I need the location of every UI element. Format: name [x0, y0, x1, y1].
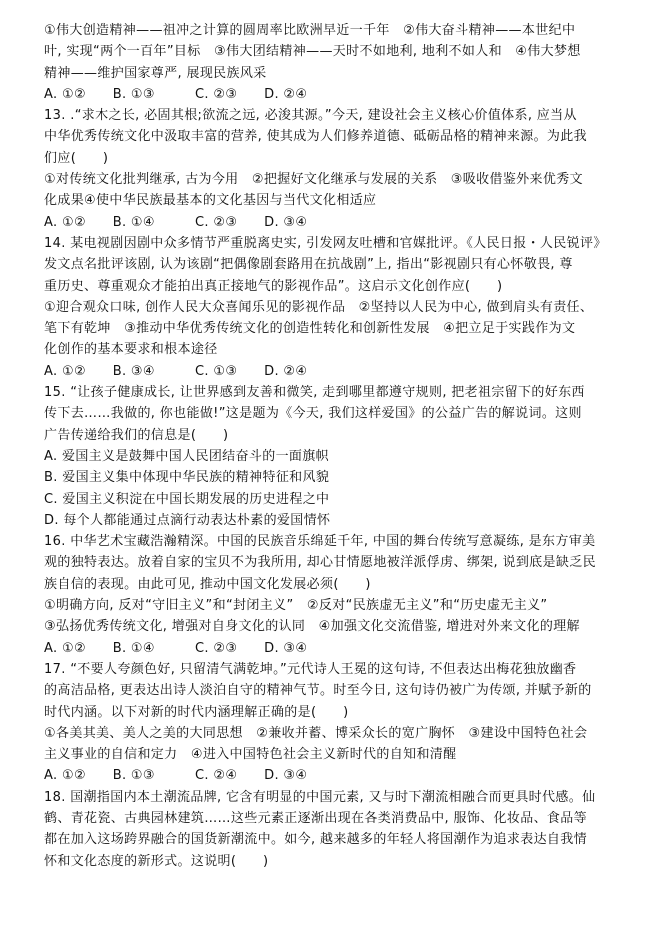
q12-answer-choices: A. ①② B. ①③ C. ②③ D. ②④ — [44, 86, 308, 102]
q13-stem-2: 中华优秀传统文化中汲取丰富的营养, 使其成为人们修养道德、砥砺品格的精神来源。为此我 — [44, 129, 587, 145]
q18-stem-2: 鹤、青花瓷、古典园林建筑……这些元素正逐渐出现在各类消费品中, 服饰、化妆品、食品等 — [44, 810, 587, 826]
q14-stem-1: 14. 某电视剧因剧中众多情节严重脱离史实, 引发网友吐槽和官媒批评。《人民日报・人民锐评》 — [44, 235, 607, 251]
q16-answer-choices: A. ①② B. ①④ C. ②③ D. ③④ — [44, 640, 308, 656]
q13-stem-3: 们应( ) — [44, 150, 109, 166]
q18-stem-4: 怀和文化态度的新形式。这说明( ) — [44, 853, 269, 869]
q16-stem-2: 观的独特表达。放着自家的宝贝不为我所用, 却心甘情愿地被洋派俘虏、绑架, 说到底是缺乏民 — [44, 555, 596, 571]
q17-options-2: 主义事业的自信和定力 ④进入中国特色社会主义新时代的自知和清醒 — [44, 747, 457, 763]
q17-stem-3: 时代内涵。以下对新的时代内涵理解正确的是( ) — [44, 704, 349, 720]
q15-stem-3: 广告传递给我们的信息是( ) — [44, 427, 229, 443]
q14-options-1: ①迎合观众口味, 创作人民大众喜闻乐见的影视作品 ②坚持以人民为中心, 做到肩头有责任、 — [44, 299, 594, 315]
q17-stem-2: 的高洁品格, 更表达出诗人淡泊自守的精神气节。时至今日, 这句诗仍被广为传颂, 并赋予新的 — [44, 683, 592, 699]
q16-stem-3: 族自信的表现。由此可见, 推动中国文化发展必须( ) — [44, 576, 371, 592]
q14-answer-choices: A. ①② B. ③④ C. ①③ D. ②④ — [44, 363, 308, 379]
document-page — [44, 20, 632, 872]
q13-stem-1: 13. .“求木之长, 必固其根;欲流之远, 必浚其源。”今天, 建设社会主义核心价值体系, 应当从 — [44, 108, 577, 124]
q12-option-text-2: 叶, 实现“两个一百年”目标 ③伟大团结精神——天时不如地利, 地利不如人和 ④伟大梦想 — [44, 44, 581, 60]
q15-stem-2: 传下去……我做的, 你也能做!”这是题为《今天, 我们这样爱国》的公益广告的解说词。这则 — [44, 406, 582, 422]
q15-option-b: B. 爱国主义集中体现中华民族的精神特征和风貌 — [44, 470, 330, 486]
q15-option-a: A. 爱国主义是鼓舞中国人民团结奋斗的一面旗帜 — [44, 448, 329, 464]
q14-stem-3: 重历史、尊重观众才能拍出真正接地气的影视作品”。这启示文化创作应( ) — [44, 278, 503, 294]
q15-option-d: D. 每个人都能通过点滴行动表达朴素的爱国情怀 — [44, 512, 331, 528]
q14-options-3: 化创作的基本要求和根本途径 — [44, 342, 218, 358]
q14-options-2: 笔下有乾坤 ③推动中华优秀传统文化的创造性转化和创新性发展 ④把立足于实践作为文 — [44, 321, 576, 337]
q18-stem-3: 都在加入这场跨界融合的国货新潮流中。如今, 越来越多的年轻人将国潮作为追求表达自我情 — [44, 832, 587, 848]
q16-stem-1: 16. 中华艺术宝藏浩瀚精深。中国的民族音乐绵延千年, 中国的舞台传统写意凝练, 是东方审美 — [44, 534, 596, 550]
q17-answer-choices: A. ①② B. ①③ C. ②④ D. ③④ — [44, 768, 308, 784]
q14-stem-2: 发文点名批评该剧, 认为该剧“把偶像剧套路用在抗战剧”上, 指出“影视剧只有心怀敬畏, 尊 — [44, 257, 573, 273]
q12-option-text-3: 精神——维护国家尊严, 展现民族风采 — [44, 65, 267, 81]
q18-stem-1: 18. 国潮指国内本土潮流品牌, 它含有明显的中国元素, 又与时下潮流相融合而更具时代感。仙 — [44, 789, 596, 805]
q17-options-1: ①各美其美、美人之美的大同思想 ②兼收并蓄、博采众长的宽广胸怀 ③建设中国特色社会 — [44, 725, 588, 741]
q17-stem-1: 17. “不要人夸颜色好, 只留清气满乾坤。”元代诗人王冕的这句诗, 不但表达出梅花独放幽香 — [44, 661, 577, 677]
q12-option-text-1: ①伟大创造精神——祖冲之计算的圆周率比欧洲早近一千年 ②伟大奋斗精神——本世纪中 — [44, 23, 576, 38]
q13-options-2: 化成果④使中华民族最基本的文化基因与当代文化相适应 — [44, 193, 377, 209]
q16-options-1: ①明确方向, 反对“守旧主义”和“封闭主义” ②反对“民族虚无主义”和“历史虚无主义” — [44, 598, 548, 614]
q13-answer-choices: A. ①② B. ①④ C. ②③ D. ③④ — [44, 214, 308, 230]
q15-option-c: C. 爱国主义积淀在中国长期发展的历史进程之中 — [44, 491, 330, 507]
q16-options-2: ③弘扬优秀传统文化, 增强对自身文化的认同 ④加强文化交流借鉴, 增进对外来文化的理解 — [44, 619, 580, 635]
q13-options-1: ①对传统文化批判继承, 古为今用 ②把握好文化继承与发展的关系 ③吸收借鉴外来优秀文 — [44, 172, 583, 188]
q15-stem-1: 15. “让孩子健康成长, 让世界感到友善和微笑, 走到哪里都遵守规则, 把老祖宗留下的好东西 — [44, 385, 585, 401]
